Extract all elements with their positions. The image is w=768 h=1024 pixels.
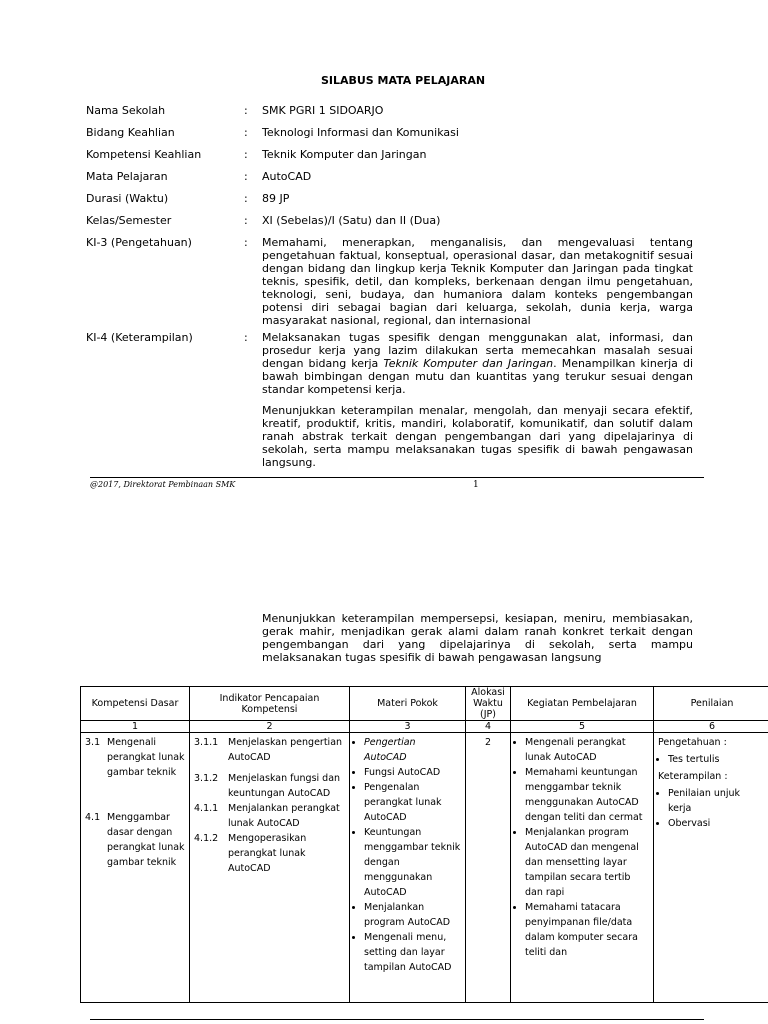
info-row-field xyxy=(86,126,696,148)
penilaian-cell xyxy=(654,733,768,1003)
info-colon: : xyxy=(244,331,248,344)
col-number: 3 xyxy=(350,721,466,733)
col-number: 1 xyxy=(81,721,190,733)
header-kegiatan: Kegiatan Pembelajaran xyxy=(511,687,654,721)
info-colon: : xyxy=(244,148,248,161)
ki4-text-a: Melaksanakan tugas spesifik dengan menggunakan alat, informasi, dan prosedur kerja yang lazim dilakukan serta memecahkan masalah sesuai dengan bidang kerja xyxy=(262,331,693,370)
indikator-number: 4.1.1 xyxy=(194,803,219,814)
ki4-paragraph-3: Menunjukkan keterampilan mempersepsi, kesiapan, meniru, membiasakan, gerak mahir, menjadikan gerak alami dalam ranah konkret terkait dengan pengembangan dari yang dipelajarinya di sekolah, serta mampu melaksanakan tugas spesifik di bawah pengawasan langsung xyxy=(262,612,693,664)
header-penilaian: Penilaian xyxy=(654,687,768,721)
keterampilan-label: Keterampilan : xyxy=(658,771,728,782)
indikator-text: Menjelaskan pengertian AutoCAD xyxy=(228,737,343,763)
info-row-school xyxy=(86,104,696,126)
info-label: Mata Pelajaran xyxy=(86,170,168,183)
list-item: • Penilaian unjuk kerja xyxy=(668,786,766,816)
info-label: Durasi (Waktu) xyxy=(86,192,169,205)
ki4-text-b: . Menampilkan kinerja di bawah bimbingan dengan mutu dan kuantitas yang terukur sesuai dengan standar kompetensi kerja. xyxy=(262,357,693,396)
school-info xyxy=(86,104,696,471)
footer-divider-2 xyxy=(90,1019,704,1020)
indikator-item xyxy=(194,735,345,765)
list-item: • Pengertian AutoCAD xyxy=(364,735,461,765)
info-value: XI (Sebelas)/I (Satu) dan II (Dua) xyxy=(262,214,441,227)
col-number: 6 xyxy=(654,721,768,733)
info-label: Kelas/Semester xyxy=(86,214,172,227)
footer-copyright: @2017, Direktorat Pembinaan SMK xyxy=(90,480,236,489)
indikator-text: Mengoperasikan perangkat lunak AutoCAD xyxy=(228,833,307,874)
info-value: SMK PGRI 1 SIDOARJO xyxy=(262,104,384,117)
kd-item xyxy=(85,735,185,780)
table-header-row xyxy=(81,687,768,721)
indikator-cell xyxy=(190,733,350,1003)
pengetahuan-list xyxy=(658,752,766,767)
kegiatan-list xyxy=(515,735,649,960)
list-item: • Fungsi AutoCAD xyxy=(364,765,461,780)
kompetensi-dasar-cell xyxy=(81,733,190,1003)
table-number-row xyxy=(81,721,768,733)
list-item: • Menjalankan program AutoCAD dan mengenal dan mensetting layar tampilan secara tertib dan rapi xyxy=(525,825,649,900)
info-row-ki3 xyxy=(86,236,696,331)
materi-list xyxy=(354,735,461,975)
pengetahuan-label: Pengetahuan : xyxy=(658,737,727,748)
header-alokasi: Alokasi Waktu (JP) xyxy=(466,687,511,721)
materi-cell xyxy=(350,733,466,1003)
header-indikator: Indikator Pencapaian Kompetensi xyxy=(190,687,350,721)
info-value: Teknologi Informasi dan Komunikasi xyxy=(262,126,459,139)
page-title: SILABUS MATA PELAJARAN xyxy=(320,74,486,87)
kd-text: Mengenali perangkat lunak gambar teknik xyxy=(107,737,185,778)
col-number: 4 xyxy=(466,721,511,733)
list-item: • Tes tertulis xyxy=(668,752,766,767)
kd-number: 3.1 xyxy=(85,737,101,748)
info-value: Teknik Komputer dan Jaringan xyxy=(262,148,427,161)
info-colon: : xyxy=(244,214,248,227)
list-item: • Memahami tatacara penyimpanan file/data dalam komputer secara teliti dan xyxy=(525,900,649,960)
info-colon: : xyxy=(244,192,248,205)
indikator-text: Menjelaskan fungsi dan keuntungan AutoCAD xyxy=(228,773,341,799)
syllabus-table xyxy=(80,686,768,1003)
info-colon: : xyxy=(244,236,248,249)
list-item: • Pengenalan perangkat lunak AutoCAD xyxy=(364,780,461,825)
indikator-item xyxy=(194,831,345,876)
list-item: • Mengenali perangkat lunak AutoCAD xyxy=(525,735,649,765)
footer-divider xyxy=(90,477,704,478)
indikator-number: 3.1.1 xyxy=(194,737,219,748)
info-colon: : xyxy=(244,170,248,183)
ki4-paragraph-2: Menunjukkan keterampilan menalar, mengolah, dan menyaji secara efektif, kreatif, produktif, kritis, mandiri, kolaboratif, komunikatif, dan solutif dalam ranah abstrak terkait dengan pengembangan dari yang dipelajarinya di sekolah, serta mampu melaksanakan tugas spesifik di bawah pengawasan langsung. xyxy=(262,404,693,469)
list-item: • Menjalankan program AutoCAD xyxy=(364,900,461,930)
kd-item xyxy=(85,810,185,870)
table-row xyxy=(81,733,768,1003)
page-number: 1 xyxy=(473,480,479,490)
ki4-paragraph-1 xyxy=(262,331,693,469)
header-kompetensi-dasar: Kompetensi Dasar xyxy=(81,687,190,721)
info-row-duration xyxy=(86,192,696,214)
col-number: 5 xyxy=(511,721,654,733)
kd-text: Menggambar dasar dengan perangkat lunak gambar teknik xyxy=(107,812,185,868)
list-item: • Mengenali menu, setting dan layar tampilan AutoCAD xyxy=(364,930,461,975)
info-row-subject xyxy=(86,170,696,192)
list-item: • Obervasi xyxy=(668,816,766,831)
info-label: KI-4 (Keterampilan) xyxy=(86,331,193,344)
indikator-item xyxy=(194,801,345,831)
indikator-number: 4.1.2 xyxy=(194,833,219,844)
ki3-text: Memahami, menerapkan, menganalisis, dan mengevaluasi tentang pengetahuan faktual, konseptual, operasional dasar, dan metakognitif sesuai dengan bidang dan lingkup kerja Teknik Komputer dan Jaringan pada tingkat teknis, spesifik, detil, dan kompleks, berkenaan dengan ilmu pengetahuan, teknologi, seni, budaya, dan humaniora dalam konteks pengembangan potensi diri sebagai bagian dari keluarga, sekolah, dunia kerja, warga masyarakat nasional, regional, dan internasional xyxy=(262,236,693,327)
keterampilan-list xyxy=(658,786,766,831)
info-label: Bidang Keahlian xyxy=(86,126,175,139)
indikator-number: 3.1.2 xyxy=(194,773,219,784)
info-value: 89 JP xyxy=(262,192,290,205)
info-label: Kompetensi Keahlian xyxy=(86,148,202,161)
col-number: 2 xyxy=(190,721,350,733)
info-row-ki4 xyxy=(86,331,696,471)
alokasi-cell: 2 xyxy=(466,733,511,1003)
info-row-competency xyxy=(86,148,696,170)
info-row-class xyxy=(86,214,696,236)
indikator-text: Menjalankan perangkat lunak AutoCAD xyxy=(228,803,340,829)
info-label: KI-3 (Pengetahuan) xyxy=(86,236,192,249)
info-colon: : xyxy=(244,126,248,139)
list-item: • Keuntungan menggambar teknik dengan menggunakan AutoCAD xyxy=(364,825,461,900)
kegiatan-cell xyxy=(511,733,654,1003)
header-materi: Materi Pokok xyxy=(350,687,466,721)
info-label: Nama Sekolah xyxy=(86,104,166,117)
indikator-item xyxy=(194,771,345,801)
info-colon: : xyxy=(244,104,248,117)
info-value: AutoCAD xyxy=(262,170,312,183)
ki4-text-em: Teknik Komputer dan Jaringan xyxy=(383,357,554,370)
kd-number: 4.1 xyxy=(85,812,101,823)
list-item: • Memahami keuntungan menggambar teknik menggunakan AutoCAD dengan teliti dan cermat xyxy=(525,765,649,825)
